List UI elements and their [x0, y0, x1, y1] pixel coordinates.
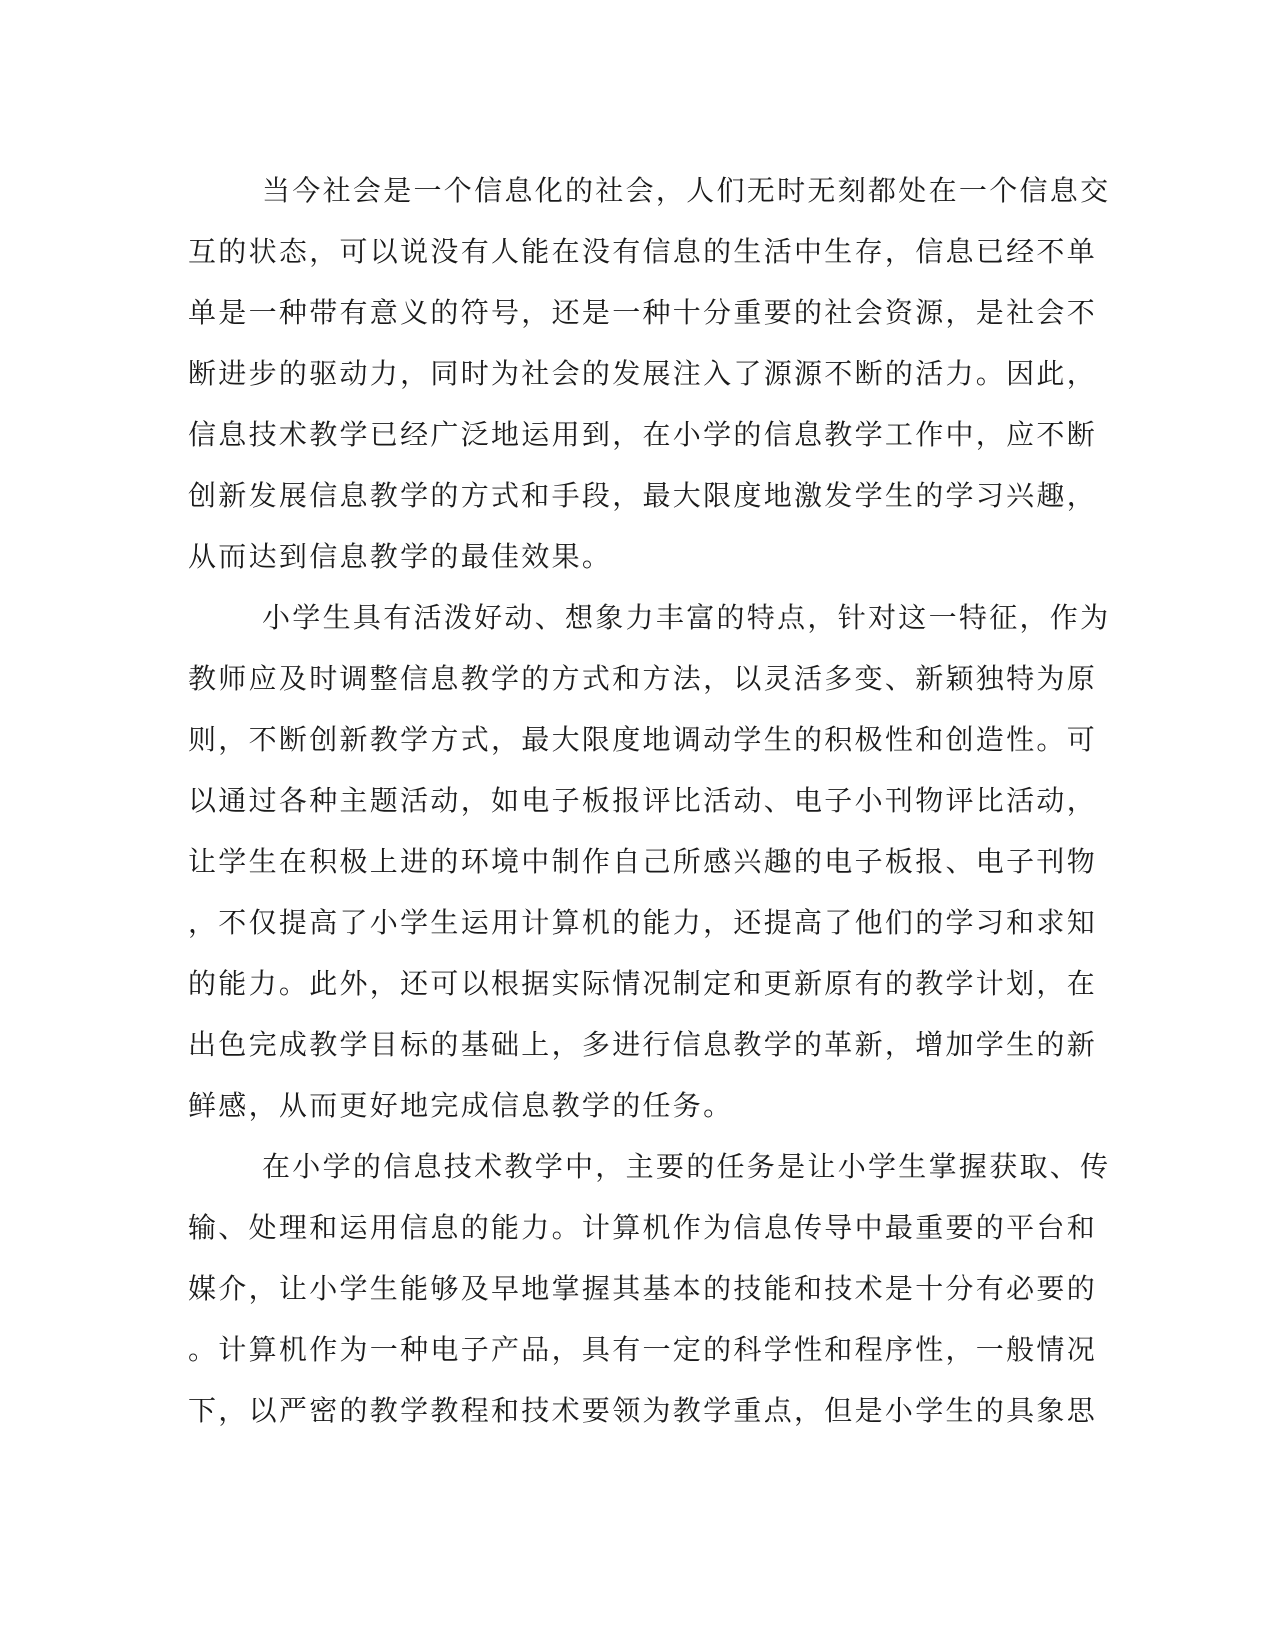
text-line: 断进步的驱动力，同时为社会的发展注入了源源不断的活力。因此， [188, 357, 1098, 390]
text-line: 教师应及时调整信息教学的方式和方法，以灵活多变、新颖独特为原 [188, 662, 1098, 695]
text-line: 媒介，让小学生能够及早地掌握其基本的技能和技术是十分有必要的 [188, 1272, 1098, 1305]
text-line: 让学生在积极上进的环境中制作自己所感兴趣的电子板报、电子刊物 [188, 845, 1098, 878]
text-line: 下，以严密的教学教程和技术要领为教学重点，但是小学生的具象思 [188, 1394, 1098, 1427]
text-line: ，不仅提高了小学生运用计算机的能力，还提高了他们的学习和求知 [188, 906, 1098, 939]
text-line: 互的状态，可以说没有人能在没有信息的生活中生存，信息已经不单 [188, 235, 1098, 268]
text-line: 以通过各种主题活动，如电子板报评比活动、电子小刊物评比活动， [188, 784, 1098, 817]
paragraph-3 [188, 1136, 1111, 1441]
text-line: 小学生具有活泼好动、想象力丰富的特点，针对这一特征，作为 [262, 601, 1111, 634]
text-line: 鲜感，从而更好地完成信息教学的任务。 [188, 1089, 734, 1122]
text-line: 单是一种带有意义的符号，还是一种十分重要的社会资源，是社会不 [188, 296, 1098, 329]
text-line: 信息技术教学已经广泛地运用到，在小学的信息教学工作中，应不断 [188, 418, 1098, 451]
paragraph-1 [188, 160, 1111, 587]
text-line: 从而达到信息教学的最佳效果。 [188, 540, 613, 573]
text-line: 出色完成教学目标的基础上，多进行信息教学的革新，增加学生的新 [188, 1028, 1098, 1061]
paragraph-2 [188, 587, 1111, 1136]
text-line: 创新发展信息教学的方式和手段，最大限度地激发学生的学习兴趣， [188, 479, 1098, 512]
document-body [188, 160, 1111, 1441]
text-line: 。计算机作为一种电子产品，具有一定的科学性和程序性，一般情况 [188, 1333, 1098, 1366]
text-line: 输、处理和运用信息的能力。计算机作为信息传导中最重要的平台和 [188, 1211, 1098, 1244]
text-line: 当今社会是一个信息化的社会，人们无时无刻都处在一个信息交 [262, 174, 1111, 207]
text-line: 在小学的信息技术教学中，主要的任务是让小学生掌握获取、传 [262, 1150, 1111, 1183]
text-line: 则，不断创新教学方式，最大限度地调动学生的积极性和创造性。可 [188, 723, 1098, 756]
text-line: 的能力。此外，还可以根据实际情况制定和更新原有的教学计划，在 [188, 967, 1098, 1000]
